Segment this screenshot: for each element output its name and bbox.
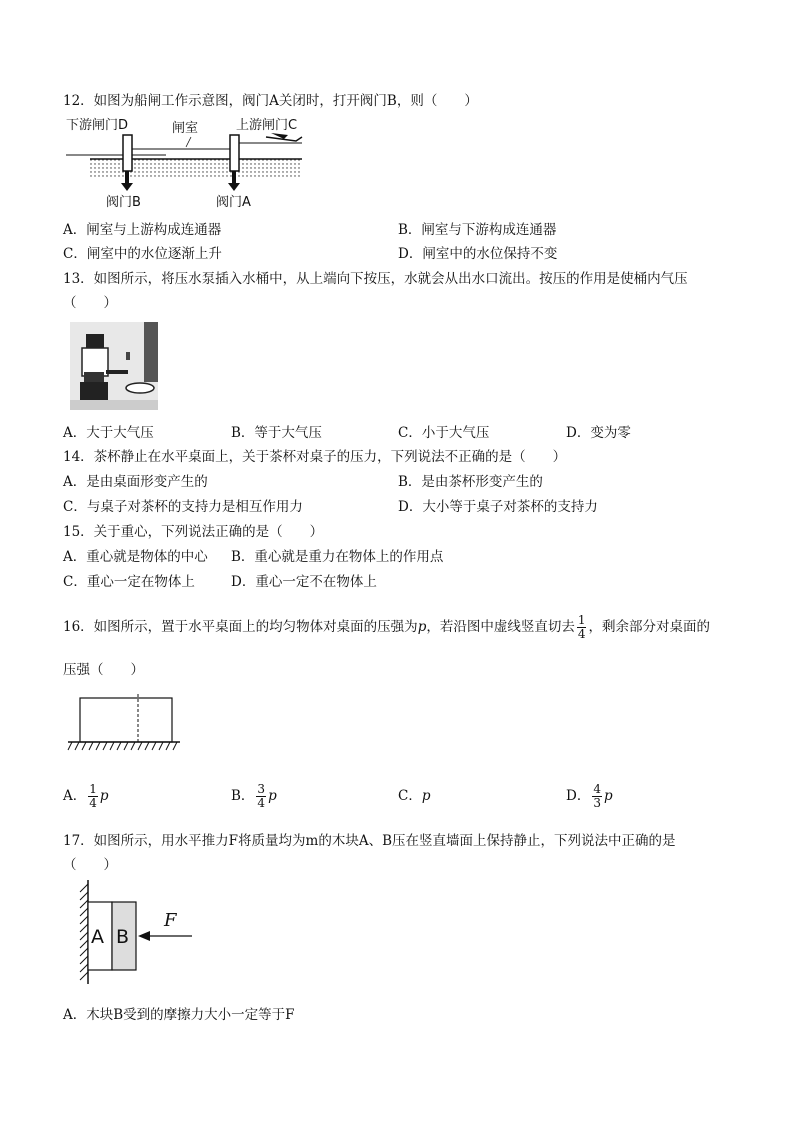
- q14-option-b[interactable]: B．是由茶杯形变产生的: [398, 474, 543, 490]
- q13-option-c[interactable]: C．小于大气压: [398, 425, 490, 441]
- q12-option-d[interactable]: D．闸室中的水位保持不变: [398, 246, 558, 262]
- q16-stem-line1: [63, 610, 710, 644]
- label-block-b: B: [116, 926, 130, 948]
- q12-option-a[interactable]: A．闸室与上游构成连通器: [63, 222, 222, 238]
- q15-stem: 15．关于重心，下列说法正确的是（ ）: [63, 524, 324, 540]
- q16-stem-line2: 压强（ ）: [63, 662, 144, 678]
- q12-option-c[interactable]: C．闸室中的水位逐渐上升: [63, 246, 222, 262]
- q14-stem: 14．茶杯静止在水平桌面上，关于茶杯对桌子的压力，下列说法不正确的是（ ）: [63, 449, 567, 465]
- q13-stem-line2: （ ）: [63, 295, 117, 311]
- q16-option-b-num: 3: [257, 782, 266, 796]
- q16-option-c-var: p: [421, 788, 431, 804]
- q16-stem-part3: ，剩余部分对桌面的: [588, 619, 710, 635]
- q16-option-b[interactable]: [231, 778, 277, 814]
- label-valve-b: 阀门B: [106, 195, 141, 210]
- q16-option-c[interactable]: [398, 778, 431, 814]
- label-chamber: 闸室: [172, 121, 199, 136]
- q16-block-diagram: [66, 694, 182, 758]
- q16-option-b-var: p: [268, 788, 277, 804]
- q16-option-b-den: 4: [257, 796, 266, 810]
- q16-option-d-num: 4: [593, 782, 601, 796]
- q16-option-b-label: B．: [231, 788, 255, 804]
- q13-option-a[interactable]: A．大于大气压: [63, 425, 154, 441]
- q17-stem-line2: （ ）: [63, 857, 117, 873]
- q16-stem-part1: 16．如图所示，置于水平桌面上的均匀物体对桌面的压强为: [63, 619, 418, 635]
- q16-option-d[interactable]: [566, 778, 613, 814]
- q16-option-a-var: p: [99, 788, 109, 804]
- q15-option-c[interactable]: C．重心一定在物体上: [63, 574, 195, 590]
- q16-fraction: [577, 614, 587, 641]
- q16-option-d-label: D．: [566, 788, 591, 804]
- q16-option-d-var: p: [603, 788, 613, 804]
- q15-option-a[interactable]: A．重心就是物体的中心: [63, 549, 208, 565]
- water-pump-icon: [70, 322, 158, 410]
- label-upstream-gate: 上游闸门C: [236, 118, 298, 133]
- q13-water-pump-photo: [70, 322, 158, 410]
- q14-option-c[interactable]: C．与桌子对茶杯的支持力是相互作用力: [63, 499, 303, 515]
- q16-option-c-label: C．: [398, 788, 422, 804]
- q15-option-b[interactable]: B．重心就是重力在物体上的作用点: [231, 549, 444, 565]
- label-valve-a: 阀门A: [216, 195, 251, 210]
- q12-ship-lock-figure: [66, 115, 316, 215]
- q17-blocks-diagram: [70, 880, 200, 986]
- q16-option-a-den: 4: [89, 796, 97, 810]
- label-force-f: F: [164, 910, 177, 931]
- q13-stem-line1: 13．如图所示，将压水泵插入水桶中，从上端向下按压，水就会从出水口流出。按压的作用是使桶内气压: [63, 271, 688, 287]
- q16-option-a[interactable]: [63, 778, 109, 814]
- q14-option-a[interactable]: A．是由桌面形变产生的: [63, 474, 208, 490]
- q16-option-d-fraction: [592, 783, 602, 810]
- q16-option-a-label: A．: [63, 788, 87, 804]
- label-downstream-gate: 下游闸门D: [66, 118, 129, 133]
- q16-option-a-num: 1: [89, 782, 97, 796]
- q16-option-b-fraction: [256, 783, 266, 810]
- q16-stem-part2: ，若沿图中虚线竖直切去: [426, 619, 575, 635]
- q16-frac-num: 1: [577, 613, 586, 627]
- q13-option-b[interactable]: B．等于大气压: [231, 425, 322, 441]
- q13-option-d[interactable]: D．变为零: [566, 425, 631, 441]
- q16-option-d-den: 3: [593, 796, 601, 810]
- label-block-a: A: [91, 926, 104, 948]
- q16-var-p: p: [417, 619, 427, 635]
- q14-option-d[interactable]: D．大小等于桌子对茶杯的支持力: [398, 499, 598, 515]
- q12-stem: 12．如图为船闸工作示意图，阀门A关闭时，打开阀门B，则（ ）: [63, 93, 478, 109]
- q16-option-a-fraction: [88, 783, 98, 810]
- q15-option-d[interactable]: D．重心一定不在物体上: [231, 574, 377, 590]
- q17-option-a[interactable]: A．木块B受到的摩擦力大小一定等于F: [63, 1007, 295, 1023]
- q12-option-b[interactable]: B．闸室与下游构成连通器: [398, 222, 557, 238]
- q16-frac-den: 4: [577, 627, 586, 641]
- q17-stem-line1: 17．如图所示，用水平推力F将质量均为m的木块A、B压在竖直墙面上保持静止，下列说法中正确的是: [63, 833, 676, 849]
